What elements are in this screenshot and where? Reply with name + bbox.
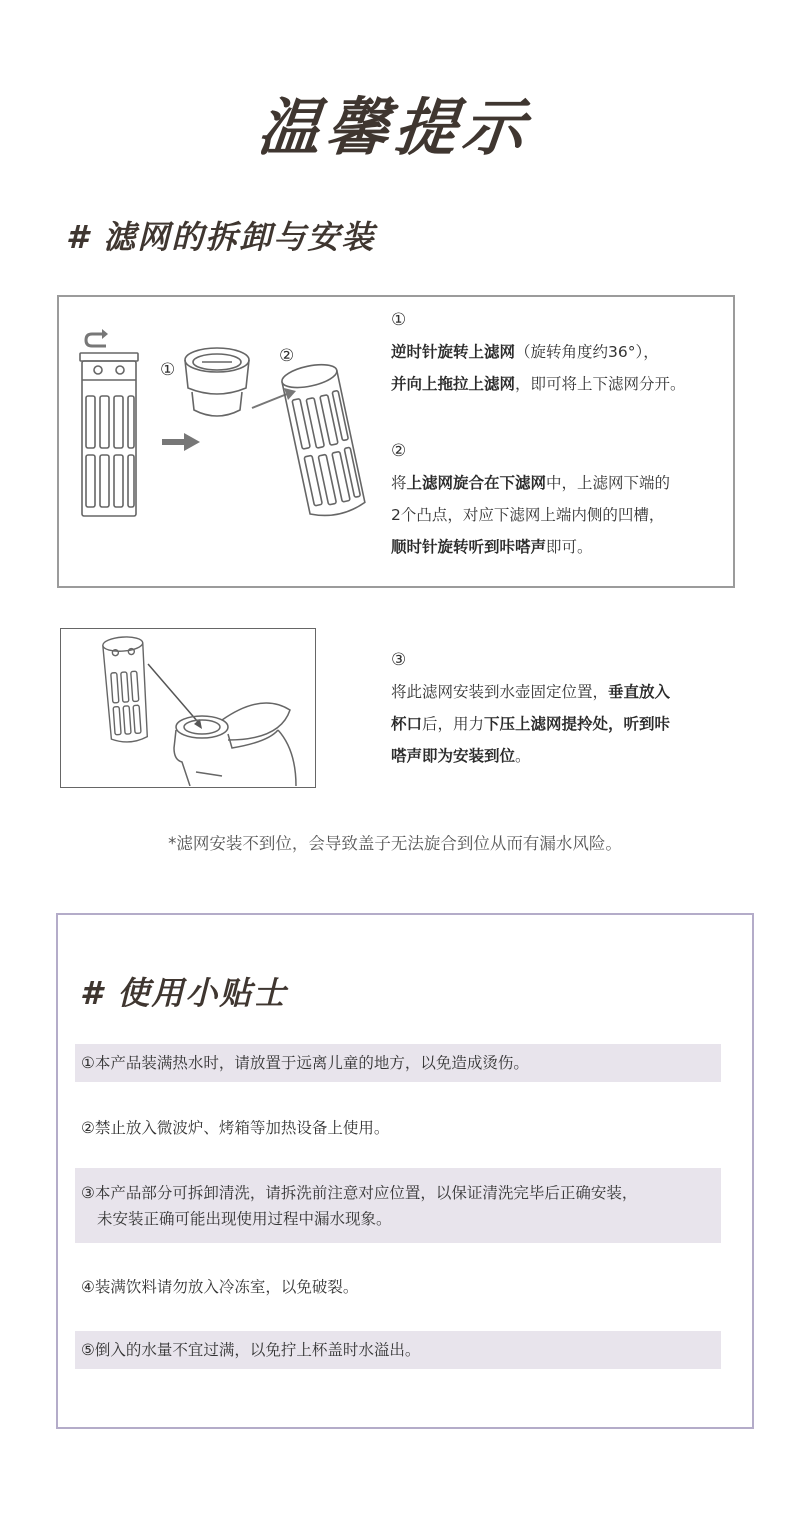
- step-2-pre: 将: [391, 474, 407, 492]
- lower-filter-part: [280, 361, 366, 520]
- step-1-text-1: （旋转角度约36°），: [515, 343, 659, 361]
- filter-cylinder-small: [102, 636, 149, 744]
- tips-section-heading: # 使用小贴士: [80, 974, 288, 1012]
- step-2-text-3: 即可。: [546, 538, 593, 556]
- step-3-mid: 后，用力: [422, 715, 485, 733]
- arrow-down-right-icon: [148, 664, 202, 729]
- step-3-text-3: 。: [515, 747, 531, 765]
- step-3-bold-1: 垂直放入: [608, 683, 671, 701]
- tip-1-text: ①本产品装满热水时，请放置于远离儿童的地方，以免造成烫伤。: [81, 1054, 529, 1072]
- page-title: 温馨提示: [254, 91, 535, 164]
- filter-section-heading: # 滤网的拆卸与安装: [66, 218, 376, 256]
- step-2-text-2: 2个凸点，对应下滤网上端内侧的凹槽，: [391, 506, 665, 524]
- step-2-text-1: 中，上滤网下端的: [546, 474, 671, 492]
- filter-cylinder-full: [80, 353, 138, 516]
- tip-4-text: ④装满饮料请勿放入冷冻室，以免破裂。: [81, 1278, 359, 1296]
- filter-installation-illustration: [62, 630, 314, 786]
- step-1: [391, 304, 686, 400]
- step-3-bold-4: 嗒声即为安装到位: [391, 747, 516, 765]
- step-1-text-2: ，即可将上下滤网分开。: [515, 375, 686, 393]
- step-2-number: ②: [391, 441, 407, 461]
- step-3-number: ③: [391, 650, 407, 670]
- step-3: [391, 644, 670, 772]
- filter-disassembly-illustration: [62, 300, 382, 585]
- upper-filter-part: [185, 348, 249, 416]
- tip-2-text: ②禁止放入微波炉、烤箱等加热设备上使用。: [81, 1119, 390, 1137]
- step-3-bold-2: 杯口: [391, 715, 423, 733]
- arrow-diagonal-icon: [252, 388, 296, 408]
- step-1-bold-2: 并向上拖拉上滤网: [391, 375, 516, 393]
- rotate-arrow-icon: [86, 329, 108, 346]
- step-2-bold-1: 上滤网旋合在下滤网: [406, 474, 547, 492]
- installation-warning-note: *滤网安装不到位，会导致盖子无法旋合到位从而有漏水风险。: [168, 834, 622, 853]
- tip-3-text-1: ③本产品部分可拆卸清洗，请拆洗前注意对应位置，以保证清洗完毕后正确安装，: [81, 1184, 638, 1202]
- tip-item-4: [75, 1268, 721, 1306]
- tip-5-text: ⑤倒入的水量不宜过满，以免拧上杯盖时水溢出。: [81, 1341, 421, 1359]
- step-3-pre: 将此滤网安装到水壶固定位置，: [391, 683, 609, 701]
- step-1-number: ①: [391, 310, 407, 330]
- step-1-bold-1: 逆时针旋转上滤网: [391, 343, 516, 361]
- tip-item-5: [75, 1331, 721, 1369]
- step-3-bold-3: 下压上滤网提拎处，听到咔: [484, 715, 671, 733]
- arrow-right-icon: [162, 433, 200, 451]
- tip-item-1: [75, 1044, 721, 1082]
- figure-label-1: ①: [160, 360, 176, 380]
- step-2: [391, 435, 670, 563]
- tip-3-text-2: 未安装正确可能出现使用过程中漏水现象。: [97, 1210, 392, 1228]
- figure-label-2: ②: [279, 346, 295, 366]
- step-2-bold-3: 顺时针旋转听到咔嗒声: [391, 538, 547, 556]
- tip-item-2: [75, 1109, 721, 1147]
- tip-item-3: [75, 1168, 721, 1243]
